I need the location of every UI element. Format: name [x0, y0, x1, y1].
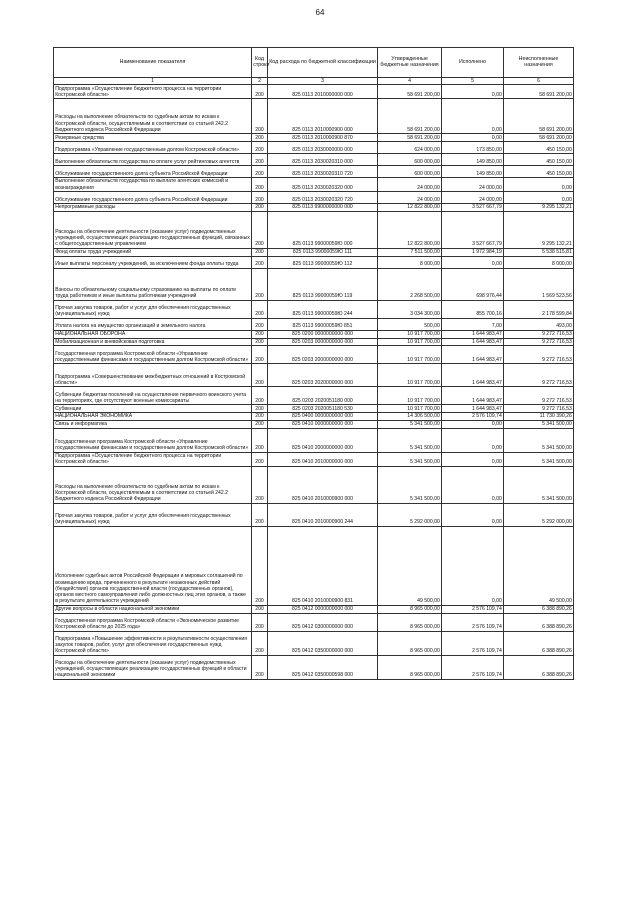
row-name: Расходы на выполнение обязательств по судебным актам по искам к Костромской области, осуществляемым в соответствии со статьей 242.2 Бюджетного кодекса Российской Федерации — [54, 99, 252, 134]
row-approved: 7 511 500,00 — [378, 248, 442, 256]
row-approved: 8 965 000,00 — [378, 605, 442, 613]
row-line-code: 200 — [252, 256, 268, 268]
row-name: Обслуживание государственного долга субъекта Российской Федерации — [54, 166, 252, 178]
row-executed: 1 644 983,47 — [442, 338, 504, 346]
row-executed: 3 527 667,79 — [442, 204, 504, 212]
row-name: Подпрограмма «Повышение эффективности и результативности осуществления закупок товаров, работ, услуг для обеспечения государственных нужд Костромской области» — [54, 631, 252, 655]
row-remaining: 1 569 523,56 — [504, 268, 574, 300]
row-line-code: 200 — [252, 420, 268, 428]
table-row — [54, 605, 574, 613]
row-remaining: 58 691 200,00 — [504, 85, 574, 99]
row-line-code: 200 — [252, 405, 268, 413]
row-budget-code: 825 0113 2030020310 000 — [268, 154, 378, 166]
row-remaining: 9 272 716,53 — [504, 405, 574, 413]
row-executed: 0,00 — [442, 99, 504, 134]
row-executed: 855 700,16 — [442, 300, 504, 318]
row-remaining: 493,00 — [504, 318, 574, 330]
row-budget-code: 825 0113 99000059Ю 112 — [268, 256, 378, 268]
header-remaining: Неисполненные назначения — [504, 48, 574, 78]
row-name: Государственная программа Костромской области «Управление государственными финансами и государственным долгом Костромской области» — [54, 346, 252, 364]
row-approved: 58 691 200,00 — [378, 85, 442, 99]
table-row — [54, 154, 574, 166]
row-name: Непрограммные расходы — [54, 204, 252, 212]
page-number: 64 — [315, 8, 325, 17]
row-remaining: 2 178 599,84 — [504, 300, 574, 318]
row-name: Расходы на обеспечение деятельности (оказание услуг) подведомственных учреждений, осуществляющих реализацию государственных функций, связанных с общегосударственным управлением — [54, 211, 252, 248]
row-executed: 149 850,00 — [442, 166, 504, 178]
row-line-code: 200 — [252, 142, 268, 154]
row-remaining: 9 295 132,21 — [504, 211, 574, 248]
row-budget-code: 825 0203 2020000000 000 — [268, 364, 378, 387]
table-row — [54, 300, 574, 318]
row-line-code: 200 — [252, 268, 268, 300]
row-budget-code: 825 0412 0300000000 000 — [268, 613, 378, 631]
row-budget-code: 825 0400 0000000000 000 — [268, 413, 378, 421]
row-name: Мобилизационная и вневойсковая подготовка — [54, 338, 252, 346]
row-budget-code: 825 0410 2010000900 831 — [268, 526, 378, 605]
row-line-code: 200 — [252, 300, 268, 318]
row-executed: 0,00 — [442, 452, 504, 466]
column-number: 5 — [442, 77, 504, 85]
row-approved: 10 917 700,00 — [378, 330, 442, 338]
row-line-code: 200 — [252, 192, 268, 204]
row-line-code: 200 — [252, 655, 268, 679]
row-budget-code: 825 0412 0000000000 000 — [268, 605, 378, 613]
table-row — [54, 413, 574, 421]
row-approved: 8 965 000,00 — [378, 613, 442, 631]
row-remaining: 9 272 716,53 — [504, 330, 574, 338]
row-name: Иные выплаты персоналу учреждений, за исключением фонда оплаты труда — [54, 256, 252, 268]
table-row — [54, 405, 574, 413]
table-body — [54, 85, 574, 679]
row-line-code: 200 — [252, 631, 268, 655]
row-line-code: 200 — [252, 330, 268, 338]
row-executed: 0,00 — [442, 526, 504, 605]
row-remaining: 450 150,00 — [504, 142, 574, 154]
row-executed: 2 576 109,74 — [442, 631, 504, 655]
row-budget-code: 825 0410 2010000000 000 — [268, 452, 378, 466]
row-line-code: 200 — [252, 134, 268, 142]
row-approved: 3 034 300,00 — [378, 300, 442, 318]
row-executed: 0,00 — [442, 256, 504, 268]
row-remaining: 5 292 000,00 — [504, 503, 574, 526]
row-approved: 58 691 200,00 — [378, 134, 442, 142]
row-executed: 1 644 983,47 — [442, 346, 504, 364]
row-line-code: 200 — [252, 428, 268, 452]
row-budget-code: 825 0412 0350000000 000 — [268, 631, 378, 655]
row-remaining: 58 691 200,00 — [504, 134, 574, 142]
header-line-code: Код строки — [252, 48, 268, 78]
row-budget-code: 825 0410 0000000000 000 — [268, 420, 378, 428]
row-name: Субвенции бюджетам поселений на осуществление первичного воинского учета на территориях, где отсутствуют военные комиссариаты — [54, 387, 252, 405]
row-name: НАЦИОНАЛЬНАЯ ЭКОНОМИКА — [54, 413, 252, 421]
row-name: Субвенции — [54, 405, 252, 413]
row-executed: 0,00 — [442, 466, 504, 503]
row-executed: 2 576 109,74 — [442, 413, 504, 421]
row-name: Подпрограмма «Осуществление бюджетного процесса на территории Костромской области» — [54, 452, 252, 466]
row-name: Подпрограмма «Управление государственным долгом Костромской области» — [54, 142, 252, 154]
row-budget-code: 825 0113 99000059Ю 000 — [268, 211, 378, 248]
row-line-code: 200 — [252, 211, 268, 248]
row-executed: 2 576 109,74 — [442, 613, 504, 631]
table-row — [54, 268, 574, 300]
table-row — [54, 338, 574, 346]
row-remaining: 6 388 890,26 — [504, 631, 574, 655]
row-approved: 24 000,00 — [378, 192, 442, 204]
row-approved: 10 917 700,00 — [378, 346, 442, 364]
row-budget-code: 825 0113 2030020320 720 — [268, 192, 378, 204]
row-executed: 173 850,00 — [442, 142, 504, 154]
row-line-code: 200 — [252, 154, 268, 166]
row-line-code: 200 — [252, 613, 268, 631]
table-row — [54, 428, 574, 452]
row-budget-code: 825 0203 2000000000 000 — [268, 346, 378, 364]
row-name: Расходы на выполнение обязательств по судебным актам по искам к Костромской области, осуществляемым в соответствии со статьей 242.2 Бюджетного кодекса Российской Федерации — [54, 466, 252, 503]
row-name: Подпрограмма «Совершенствование межбюджетных отношений в Костромской области» — [54, 364, 252, 387]
row-line-code: 200 — [252, 85, 268, 99]
row-executed: 0,00 — [442, 85, 504, 99]
row-executed: 1 972 984,19 — [442, 248, 504, 256]
row-budget-code: 825 0113 2030020310 720 — [268, 166, 378, 178]
row-name: Прочая закупка товаров, работ и услуг для обеспечения государственных (муниципальных) нужд — [54, 300, 252, 318]
row-remaining: 0,00 — [504, 178, 574, 192]
row-approved: 600 000,00 — [378, 166, 442, 178]
row-name: Государственная программа Костромской области «Экономическое развитие Костромской области до 2025 года» — [54, 613, 252, 631]
row-line-code: 200 — [252, 526, 268, 605]
row-remaining: 5 341 500,00 — [504, 420, 574, 428]
row-budget-code: 825 0113 2010000900 000 — [268, 99, 378, 134]
row-line-code: 200 — [252, 166, 268, 178]
header-approved: Утвержденные бюджетные назначения — [378, 48, 442, 78]
row-remaining: 6 388 890,26 — [504, 613, 574, 631]
row-line-code: 200 — [252, 387, 268, 405]
row-approved: 49 500,00 — [378, 526, 442, 605]
row-remaining: 9 295 132,21 — [504, 204, 574, 212]
row-line-code: 200 — [252, 346, 268, 364]
column-number: 1 — [54, 77, 252, 85]
table-row — [54, 248, 574, 256]
table-row — [54, 346, 574, 364]
row-remaining: 5 341 500,00 — [504, 428, 574, 452]
row-budget-code: 825 0410 2000000000 000 — [268, 428, 378, 452]
row-approved: 5 341 500,00 — [378, 428, 442, 452]
table-row — [54, 631, 574, 655]
row-executed: 0,00 — [442, 428, 504, 452]
row-name: Выполнение обязательств государства по оплате услуг рейтинговых агентств — [54, 154, 252, 166]
row-approved: 2 268 500,00 — [378, 268, 442, 300]
row-approved: 12 822 800,00 — [378, 204, 442, 212]
row-line-code: 200 — [252, 413, 268, 421]
table-row — [54, 526, 574, 605]
header-name: Наименование показателя — [54, 48, 252, 78]
row-budget-code: 825 0113 2010000000 000 — [268, 85, 378, 99]
table-row — [54, 330, 574, 338]
row-remaining: 58 691 200,00 — [504, 99, 574, 134]
row-executed: 1 644 983,47 — [442, 405, 504, 413]
row-executed: 2 576 109,74 — [442, 605, 504, 613]
row-remaining: 8 000,00 — [504, 256, 574, 268]
row-name: Государственная программа Костромской области «Управление государственными финансами и государственным долгом Костромской области» — [54, 428, 252, 452]
row-executed: 0,00 — [442, 420, 504, 428]
row-approved: 5 341 500,00 — [378, 466, 442, 503]
row-approved: 14 306 500,00 — [378, 413, 442, 421]
row-name: Фонд оплаты труда учреждений — [54, 248, 252, 256]
row-approved: 58 691 200,00 — [378, 99, 442, 134]
column-number: 6 — [504, 77, 574, 85]
row-line-code: 200 — [252, 248, 268, 256]
row-remaining: 9 272 716,53 — [504, 364, 574, 387]
row-budget-code: 825 0113 2010000900 870 — [268, 134, 378, 142]
row-executed: 3 527 667,79 — [442, 211, 504, 248]
table-row — [54, 142, 574, 154]
row-budget-code: 825 0203 0000000000 000 — [268, 338, 378, 346]
row-remaining: 6 388 890,26 — [504, 655, 574, 679]
table-row — [54, 134, 574, 142]
row-budget-code: 825 0412 0350000598 000 — [268, 655, 378, 679]
row-name: Другие вопросы в области национальной экономики — [54, 605, 252, 613]
row-remaining: 49 500,00 — [504, 526, 574, 605]
row-budget-code: 825 0113 2030000000 000 — [268, 142, 378, 154]
row-executed: 1 644 983,47 — [442, 387, 504, 405]
row-line-code: 200 — [252, 99, 268, 134]
row-name: Расходы на обеспечение деятельности (оказание услуг) подведомственных учреждений, осуществляющих реализацию государственных функций в области национальной экономики — [54, 655, 252, 679]
row-remaining: 6 388 890,26 — [504, 605, 574, 613]
row-remaining: 9 272 716,53 — [504, 346, 574, 364]
row-remaining: 5 538 515,81 — [504, 248, 574, 256]
row-remaining: 450 150,00 — [504, 166, 574, 178]
row-name: НАЦИОНАЛЬНАЯ ОБОРОНА — [54, 330, 252, 338]
row-remaining: 11 730 390,26 — [504, 413, 574, 421]
row-executed: 24 000,00 — [442, 192, 504, 204]
row-budget-code: 825 0113 9900000000 000 — [268, 204, 378, 212]
row-budget-code: 825 0410 2010000900 244 — [268, 503, 378, 526]
column-number: 3 — [268, 77, 378, 85]
table-row — [54, 192, 574, 204]
row-name: Взносы по обязательному социальному страхованию на выплаты по оплате труда работников и иные выплаты работникам учреждений — [54, 268, 252, 300]
row-line-code: 200 — [252, 452, 268, 466]
table-row — [54, 503, 574, 526]
row-remaining: 9 272 716,53 — [504, 338, 574, 346]
header-row — [54, 48, 574, 78]
column-number: 2 — [252, 77, 268, 85]
row-approved: 5 341 500,00 — [378, 420, 442, 428]
row-executed: 7,00 — [442, 318, 504, 330]
table-row — [54, 613, 574, 631]
row-executed: 0,00 — [442, 503, 504, 526]
row-line-code: 200 — [252, 605, 268, 613]
row-approved: 5 341 500,00 — [378, 452, 442, 466]
row-remaining: 5 341 500,00 — [504, 466, 574, 503]
table-row — [54, 99, 574, 134]
row-remaining: 0,00 — [504, 192, 574, 204]
table-row — [54, 256, 574, 268]
row-executed: 149 850,00 — [442, 154, 504, 166]
row-budget-code: 825 0113 2030020320 000 — [268, 178, 378, 192]
row-budget-code: 825 0203 2020051180 000 — [268, 387, 378, 405]
row-line-code: 200 — [252, 338, 268, 346]
table-row — [54, 178, 574, 192]
row-budget-code: 825 0203 2020051180 530 — [268, 405, 378, 413]
row-executed: 24 000,00 — [442, 178, 504, 192]
row-budget-code: 825 0113 99000059Ю 851 — [268, 318, 378, 330]
header-budget-code: Код расхода по бюджетной классификации — [268, 48, 378, 78]
row-name: Прочая закупка товаров, работ и услуг для обеспечения государственных (муниципальных) нужд — [54, 503, 252, 526]
table-row — [54, 387, 574, 405]
row-executed: 0,00 — [442, 134, 504, 142]
row-approved: 600 000,00 — [378, 154, 442, 166]
row-budget-code: 825 0113 99000059Ю 244 — [268, 300, 378, 318]
row-approved: 10 917 700,00 — [378, 338, 442, 346]
row-remaining: 9 272 716,53 — [504, 387, 574, 405]
row-line-code: 200 — [252, 178, 268, 192]
row-name: Выполнение обязательств государства по выплате агентских комиссий и вознаграждения — [54, 178, 252, 192]
row-executed: 1 644 983,47 — [442, 330, 504, 338]
row-remaining: 450 150,00 — [504, 154, 574, 166]
row-budget-code: 825 0410 2010000900 000 — [268, 466, 378, 503]
row-approved: 10 917 700,00 — [378, 364, 442, 387]
row-approved: 24 000,00 — [378, 178, 442, 192]
row-budget-code: 825 0113 99000059Ю 119 — [268, 268, 378, 300]
row-line-code: 200 — [252, 503, 268, 526]
table-row — [54, 655, 574, 679]
row-line-code: 200 — [252, 318, 268, 330]
table-row — [54, 85, 574, 99]
column-number: 4 — [378, 77, 442, 85]
budget-table-container — [53, 47, 573, 680]
row-remaining: 5 341 500,00 — [504, 452, 574, 466]
budget-execution-table — [53, 47, 574, 680]
table-row — [54, 211, 574, 248]
row-line-code: 200 — [252, 204, 268, 212]
table-row — [54, 204, 574, 212]
row-name: Исполнение судебных актов Российской Федерации и мировых соглашений по возмещению вреда, причиненного в результате незаконных действий (бездействия) органов государственной власти (государственных органов), органов местного самоуправления либо должностных лиц этих органов, а также в результате деятельности учреждений — [54, 526, 252, 605]
table-row — [54, 466, 574, 503]
table-row — [54, 420, 574, 428]
table-row — [54, 318, 574, 330]
row-budget-code: 825 0200 0000000000 000 — [268, 330, 378, 338]
row-name: Обслуживание государственного долга субъекта Российской Федерации — [54, 192, 252, 204]
table-row — [54, 364, 574, 387]
row-approved: 10 917 700,00 — [378, 405, 442, 413]
row-executed: 2 576 109,74 — [442, 655, 504, 679]
row-approved: 12 822 800,00 — [378, 211, 442, 248]
row-approved: 10 917 700,00 — [378, 387, 442, 405]
row-executed: 698 976,44 — [442, 268, 504, 300]
row-approved: 8 965 000,00 — [378, 631, 442, 655]
row-executed: 1 644 983,47 — [442, 364, 504, 387]
table-row — [54, 452, 574, 466]
table-row — [54, 166, 574, 178]
row-approved: 624 000,00 — [378, 142, 442, 154]
row-approved: 8 965 000,00 — [378, 655, 442, 679]
row-name: Связь и информатика — [54, 420, 252, 428]
column-number-row — [54, 77, 574, 85]
row-name: Подпрограмма «Осуществление бюджетного процесса на территории Костромской области» — [54, 85, 252, 99]
row-budget-code: 825 0113 99000059Ю 111 — [268, 248, 378, 256]
row-approved: 8 000,00 — [378, 256, 442, 268]
row-name: Резервные средства — [54, 134, 252, 142]
row-name: Уплата налога на имущество организаций и земельного налога — [54, 318, 252, 330]
row-approved: 5 292 000,00 — [378, 503, 442, 526]
row-line-code: 200 — [252, 364, 268, 387]
header-executed: Исполнено — [442, 48, 504, 78]
row-line-code: 200 — [252, 466, 268, 503]
row-approved: 500,00 — [378, 318, 442, 330]
